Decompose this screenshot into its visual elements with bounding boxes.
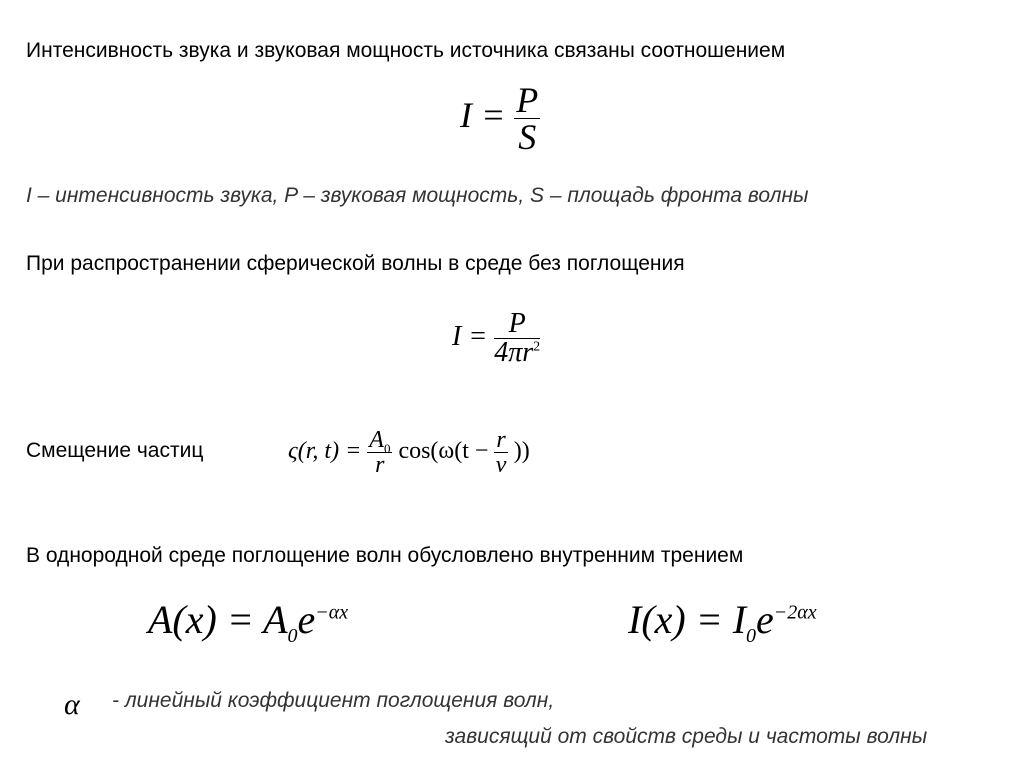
formula-base: I(x) = I: [628, 597, 747, 642]
exp-base: e: [756, 597, 774, 642]
amplitude-symbol: A: [369, 427, 384, 453]
formula-intensity-power: [460, 82, 540, 155]
formula-subscript: 0: [287, 625, 298, 647]
spherical-wave-line: При распространении сферической волны в среде без поглощения: [26, 252, 685, 275]
definitions-line: I – интенсивность звука, P – звуковая мощность, S – площадь фронта волны: [26, 184, 809, 207]
formula-amplitude-decay: [148, 597, 349, 647]
intro-line: Интенсивность звука и звуковая мощность источника связаны соотношением: [26, 39, 786, 62]
cosine-part: cos(ω(t −: [398, 438, 489, 465]
exp-base: e: [297, 597, 316, 642]
formula-intensity-decay: [628, 597, 817, 647]
formula-spherical-intensity: [452, 310, 540, 367]
formula-lhs: I =: [452, 320, 488, 352]
fraction-amplitude: [367, 428, 392, 477]
formula-displacement: [288, 428, 530, 477]
closing-brackets: )): [513, 438, 530, 465]
formula-base: A(x) = A: [148, 597, 288, 642]
numerator: P: [494, 310, 540, 339]
formula-lhs: ς(r, t) =: [288, 438, 362, 465]
denominator-base: 4πr: [494, 337, 534, 368]
formula-subscript: 0: [746, 625, 757, 647]
alpha-symbol: α: [64, 688, 80, 721]
fraction-time: [494, 428, 507, 477]
denominator-exponent: 2: [533, 339, 541, 355]
denominator: r: [375, 452, 385, 478]
numerator: [367, 427, 392, 456]
denominator: [494, 339, 540, 367]
absorption-line: В однородной среде поглощение волн обусловлено внутренним трением: [26, 544, 744, 567]
denominator: S: [518, 117, 537, 157]
amplitude-subscript: 0: [383, 440, 391, 456]
numerator: P: [516, 80, 539, 120]
fraction: [494, 310, 540, 367]
numerator: r: [496, 427, 506, 453]
particle-displacement-label: Смещение частиц: [26, 439, 204, 462]
denominator: v: [495, 452, 507, 478]
fraction: [514, 82, 540, 155]
alpha-description: - линейный коэффициент поглощения волн,: [112, 689, 555, 712]
formula-exponent: −αx: [315, 601, 349, 624]
formula-exponent: −2αx: [773, 601, 817, 624]
formula-lhs: I =: [460, 94, 506, 135]
alpha-description-cont: зависящий от свойств среды и частоты волны: [445, 725, 928, 748]
